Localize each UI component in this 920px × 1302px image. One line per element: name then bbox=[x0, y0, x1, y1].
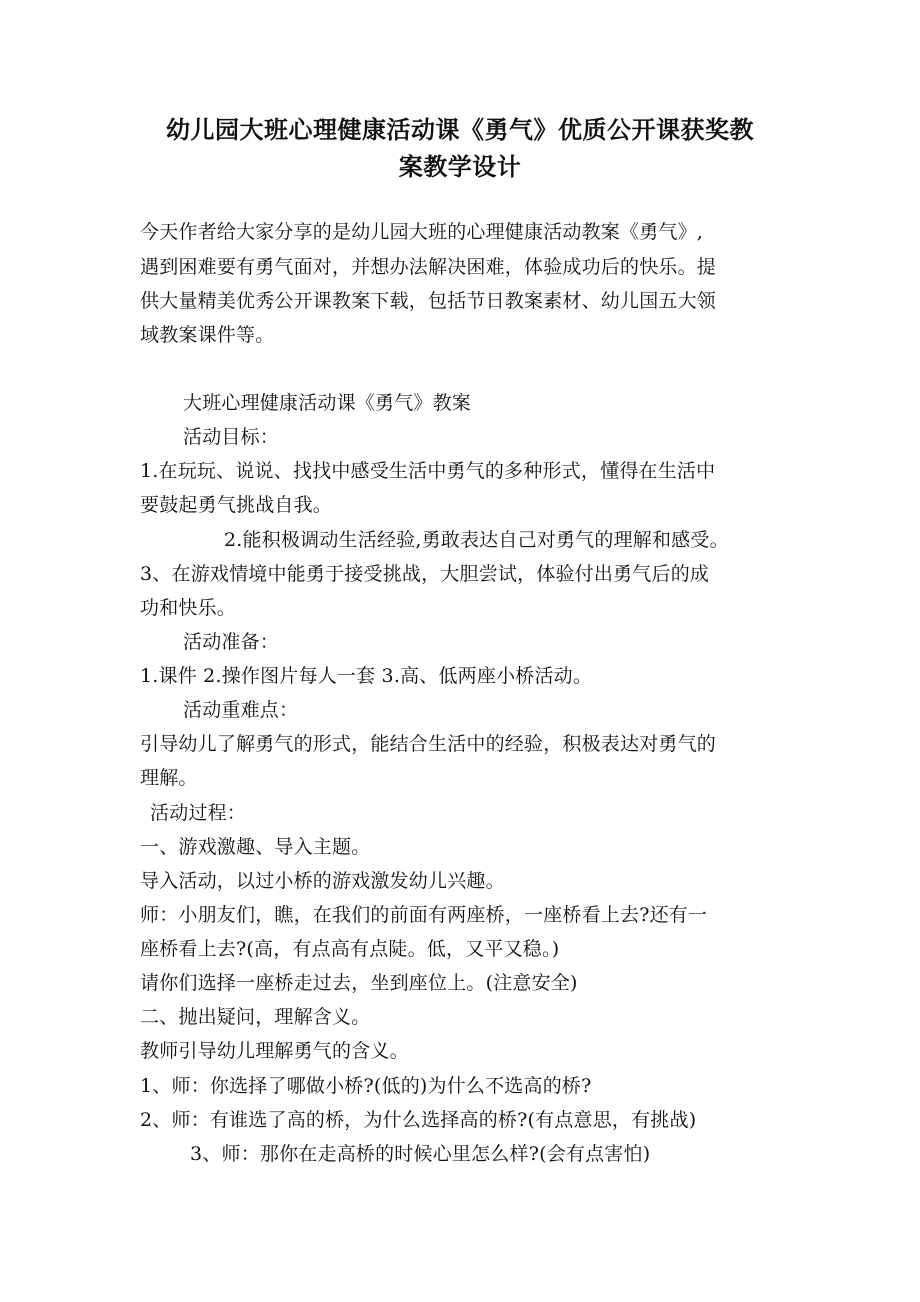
step-1-line-2: 师：小朋友们，瞧，在我们的前面有两座桥，一座桥看上去?还有一 bbox=[140, 904, 708, 926]
objective-3-line-2: 功和快乐。 bbox=[140, 597, 237, 619]
title-line-1: 幼儿园大班心理健康活动课《勇气》优质公开课获奖教 bbox=[166, 116, 754, 144]
step-2-line-1: 教师引导幼儿理解勇气的含义。 bbox=[140, 1040, 409, 1062]
preparation-items: 1.课件 2.操作图片每人一套 3.高、低两座小桥活动。 bbox=[140, 665, 593, 687]
step-1-line-3: 座桥看上去?(高，有点高有点陡。低，又平又稳。) bbox=[140, 938, 560, 960]
step-1-line-1: 导入活动，以过小桥的游戏激发幼儿兴趣。 bbox=[140, 870, 505, 892]
section-heading: 大班心理健康活动课《勇气》教案 bbox=[183, 392, 472, 414]
title-line-2: 案教学设计 bbox=[398, 153, 522, 181]
step-2-question-2: 2、师：有谁选了高的桥，为什么选择高的桥?(有点意思，有挑战) bbox=[140, 1109, 697, 1131]
step-2-question-1: 1、师：你选择了哪做小桥?(低的)为什么不选高的桥? bbox=[140, 1075, 592, 1097]
intro-line-1: 今天作者给大家分享的是幼儿园大班的心理健康活动教案《勇气》, bbox=[140, 221, 704, 243]
key-points-line-2: 理解。 bbox=[140, 767, 198, 789]
document-title bbox=[130, 112, 790, 186]
objective-2: 2.能积极调动生活经验,勇敢表达自己对勇气的理解和感受。 bbox=[224, 529, 729, 551]
intro-line-2: 遇到困难要有勇气面对，并想办法解决困难，体验成功后的快乐。提 bbox=[140, 256, 717, 278]
objective-3-line-1: 3、在游戏情境中能勇于接受挑战，大胆尝试，体验付出勇气后的成 bbox=[140, 563, 710, 585]
key-points-line-1: 引导幼儿了解勇气的形式，能结合生活中的经验，积极表达对勇气的 bbox=[140, 733, 717, 755]
intro-line-3: 供大量精美优秀公开课教案下载，包括节日教案素材、幼儿国五大领 bbox=[140, 290, 717, 312]
step-1-heading: 一、游戏激趣、导入主题。 bbox=[140, 836, 371, 858]
process-heading: 活动过程： bbox=[150, 802, 247, 824]
objective-1-line-1: 1.在玩玩、说说、找找中感受生活中勇气的多种形式，懂得在生活中 bbox=[140, 460, 716, 482]
step-1-line-4: 请你们选择一座桥走过去，坐到座位上。(注意安全) bbox=[140, 972, 578, 994]
key-points-heading: 活动重难点： bbox=[183, 699, 299, 721]
objectives-heading: 活动目标： bbox=[183, 426, 280, 448]
step-2-heading: 二、抛出疑问，理解含义。 bbox=[140, 1006, 371, 1028]
intro-line-4: 域教案课件等。 bbox=[140, 324, 275, 346]
objective-1-line-2: 要鼓起勇气挑战自我。 bbox=[140, 494, 333, 516]
step-2-question-3: 3、师：那你在走高桥的时候心里怎么样?(会有点害怕) bbox=[190, 1143, 651, 1165]
preparation-heading: 活动准备： bbox=[183, 631, 280, 653]
